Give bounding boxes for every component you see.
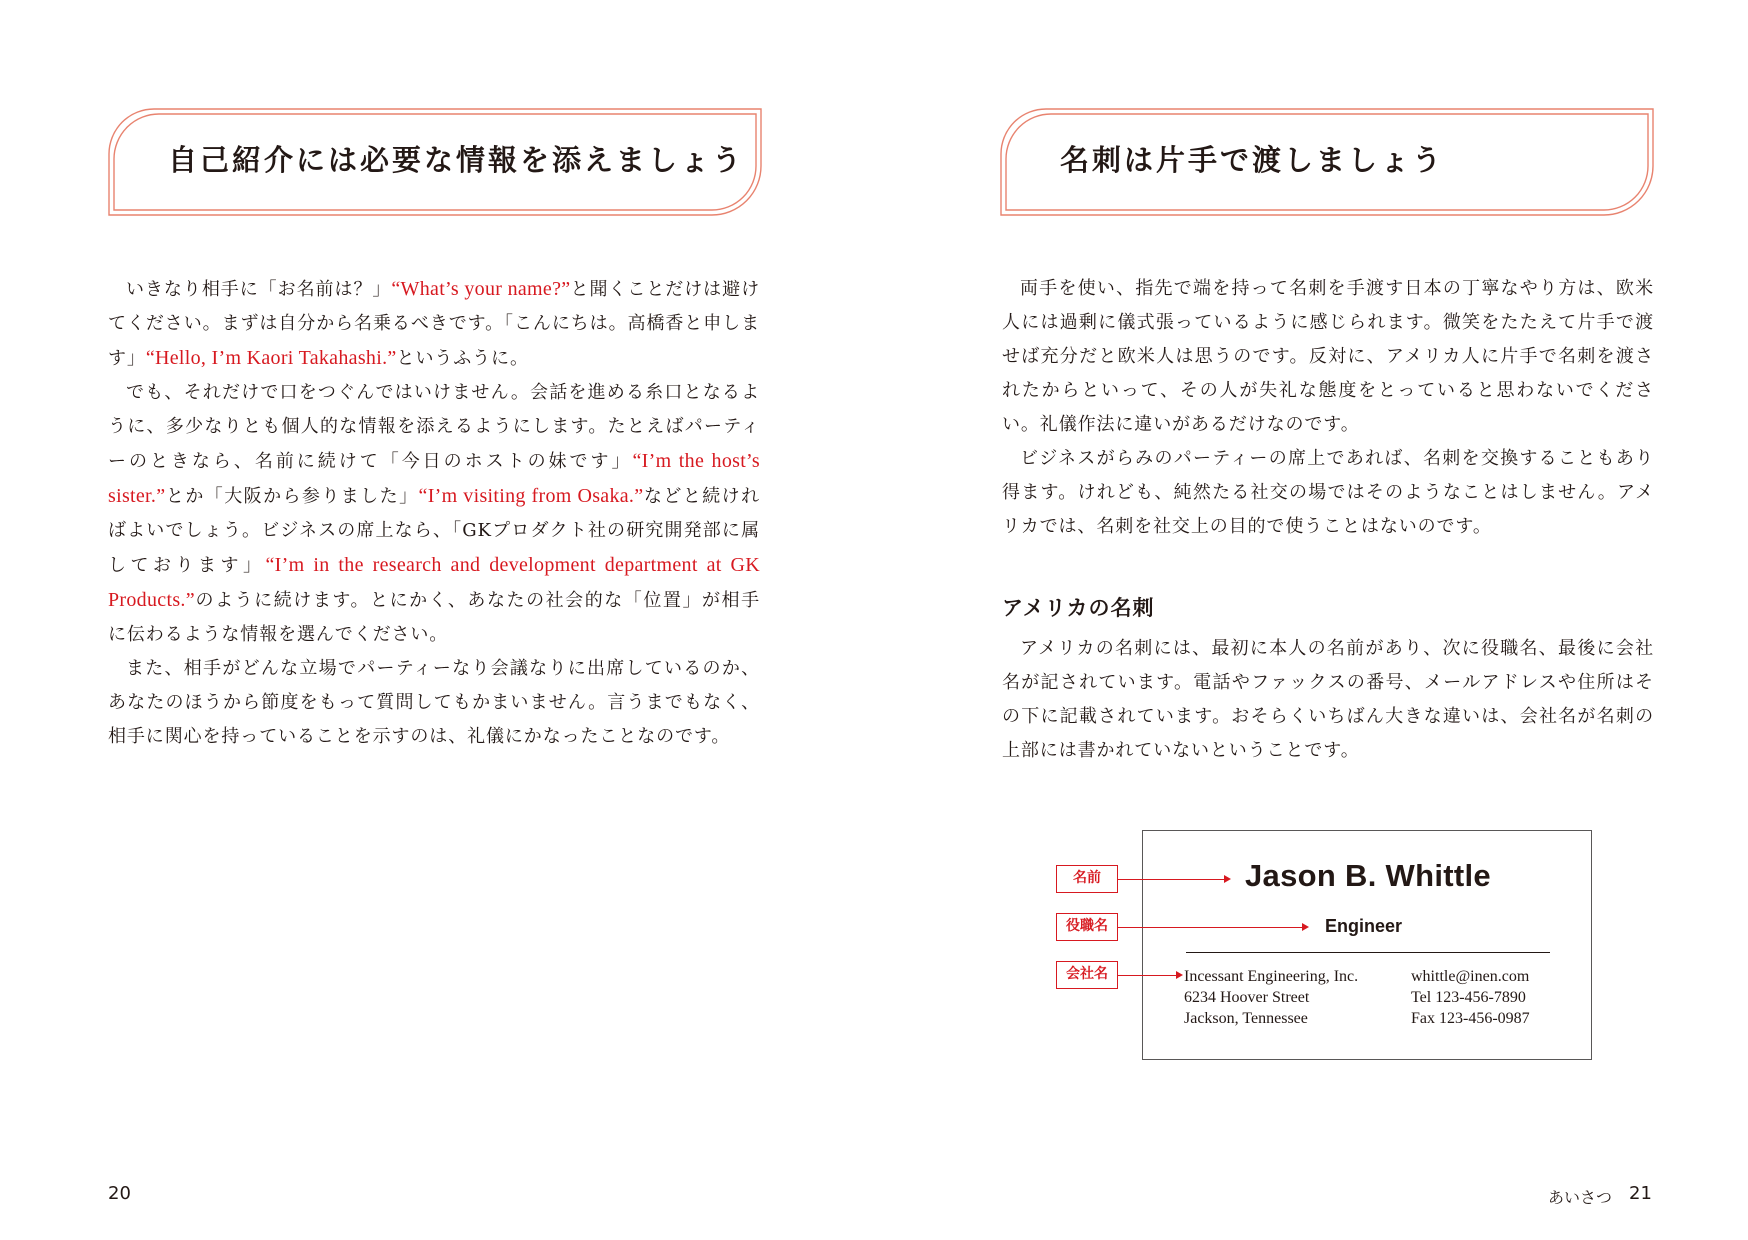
leader-company: [1118, 975, 1177, 976]
card-company-line: 6234 Hoover Street: [1184, 989, 1310, 1006]
heading-right: 名刺は片手で渡しましょう: [1060, 143, 1445, 177]
card-company-line: Incessant Engineering, Inc.: [1184, 968, 1359, 985]
english-phrase: “Hello, I’m Kaori Takahashi.”: [145, 347, 397, 369]
right-sub-body-text: [1002, 632, 1654, 768]
page-number-left: 20: [108, 1183, 131, 1204]
right-paragraph-1: 両手を使い、指先で端を持って名刺を手渡す日本の丁寧なやり方は、欧米人には過剰に儀式張っているように感じられます。微笑をたたえて片手で渡せば充分だと欧米人は思うのです。反対に、アメリカ人に片手で名刺を渡されたからといって、その人が失礼な態度をとっていると思わないでください。礼儀作法に違いがあるだけなのです。: [1002, 278, 1654, 435]
heading-box-left: [108, 108, 762, 216]
text-run: いきなり相手に「お名前は？」: [126, 279, 392, 300]
running-head: あいさつ: [1548, 1188, 1613, 1207]
arrow-title: [1302, 923, 1309, 931]
arrow-name: [1224, 875, 1231, 883]
left-paragraph-1: [108, 272, 760, 376]
card-company-line: Jackson, Tennessee: [1184, 1010, 1308, 1027]
subheading-american-cards: アメリカの名刺: [1002, 596, 1155, 620]
arrow-company: [1176, 971, 1183, 979]
card-name: Jason B. Whittle: [1245, 858, 1491, 893]
text-run: のように続けます。とにかく、あなたの社会的な「位置」が相手に伝わるような情報を選んでください。: [108, 590, 760, 645]
english-phrase: “What’s your name?”: [391, 278, 571, 300]
page-number-right: 21: [1629, 1183, 1652, 1204]
heading-left: 自己紹介には必要な情報を添えましょう: [168, 143, 745, 177]
left-paragraph-2: [108, 376, 760, 652]
leader-title: [1118, 927, 1303, 928]
card-divider: [1186, 952, 1550, 953]
right-sub-paragraph: アメリカの名刺には、最初に本人の名前があり、次に役職名、最後に会社名が記されています。電話やファックスの番号、メールアドレスや住所はその下に記載されています。おそらくいちばん大きな違いは、会社名が名刺の上部には書かれていないということです。: [1002, 638, 1654, 761]
text-run: とか「大阪から参りました」: [165, 486, 419, 507]
text-run: でも、それだけで口をつぐんではいけません。会話を進める糸口となるように、多少なりとも個人的な情報を添えるようにします。たとえばパーティーのときなら、名前に続けて「今日のホストの妹です」: [108, 382, 760, 472]
card-company-block: [1184, 966, 1358, 1029]
card-contact-block: [1411, 966, 1530, 1029]
text-run: というふうに。: [396, 348, 529, 369]
card-contact-line: Tel 123-456-7890: [1411, 989, 1526, 1006]
business-card-illustration: [1142, 830, 1592, 1060]
right-body-text: [1002, 272, 1654, 544]
english-phrase: “I’m the host’s sister.”: [108, 450, 760, 507]
card-contact-line: whittle@inen.com: [1411, 968, 1530, 985]
card-title: Engineer: [1325, 916, 1403, 936]
english-phrase: “I’m visiting from Osaka.”: [418, 485, 644, 507]
left-body-text: [108, 272, 760, 754]
english-phrase: “I’m in the research and development department at GK Products.”: [108, 554, 760, 611]
label-company: 会社名: [1056, 961, 1118, 989]
text-run: などと続ければよいでしょう。ビジネスの席上なら、「GKプロダクト社の研究開発部に属しております」: [108, 486, 760, 576]
label-title: 役職名: [1056, 913, 1118, 941]
leader-name: [1118, 879, 1225, 880]
text-run: また、相手がどんな立場でパーティーなり会議なりに出席しているのか、あなたのほうから節度をもって質問してもかまいません。言うまでもなく、相手に関心を持っていることを示すのは、礼儀にかなったことなのです。: [108, 658, 760, 747]
label-name: 名前: [1056, 865, 1118, 893]
left-paragraph-3: [108, 652, 760, 754]
heading-box-right: [1000, 108, 1654, 216]
text-run: と聞くことだけは避けてください。まずは自分から名乗るべきです。「こんにちは。高橋香と申します」: [108, 279, 760, 369]
card-contact-line: Fax 123-456-0987: [1411, 1010, 1530, 1027]
right-paragraph-2: ビジネスがらみのパーティーの席上であれば、名刺を交換することもあり得ます。けれども、純然たる社交の場ではそのようなことはしません。アメリカでは、名刺を社交上の目的で使うことはないのです。: [1002, 448, 1654, 537]
